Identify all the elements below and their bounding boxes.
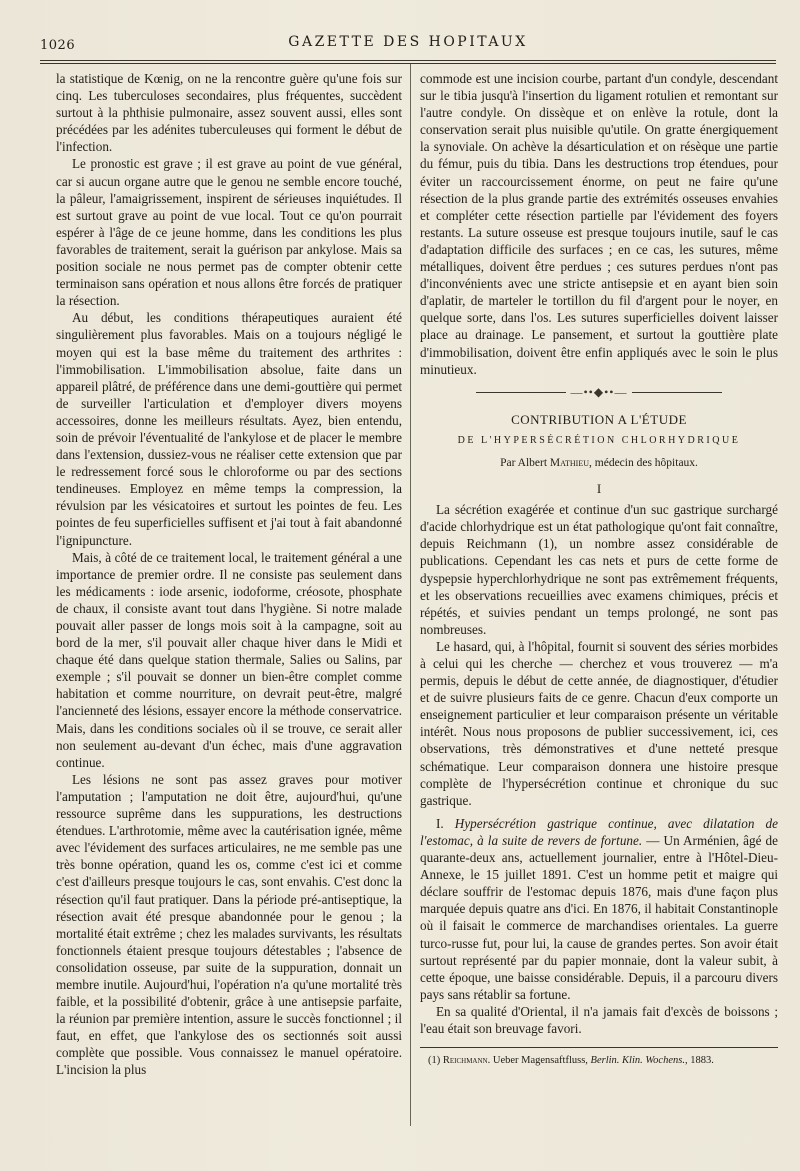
case-label: I. (436, 815, 455, 831)
footnote-source: Berlin. Klin. Wochens. (590, 1055, 685, 1067)
header-rule (40, 60, 776, 64)
paragraph: En sa qualité d'Oriental, il n'a jamais fait d'excès de boissons ; l'eau était son breuvage favori. (420, 1003, 778, 1036)
paragraph: Mais, à côté de ce traitement local, le traitement général a une importance de premier ordre. Il ne consiste pas seulement dans les médicaments : iode arsenic, iodoforme, créosote, phosphate de chaux, il consiste avant tout dans l'hygiène. Si notre malade pouvait aller passer de longs mois soit à la campagne, soit au bord de la mer, s'il pouvait aller chaque hiver dans le Midi et chaque été dans quelque station thermale, Salies ou Salins, par exemple ; s'il pouvait se donner un bien-être complet comme habitation et comme nourriture, on devrait peut-être, malgré l'ancienneté des lésions, essayer encore la méthode conservatrice. Mais, dans les conditions sociales où il se trouve, ce serait aller non seulement au-devant d'un échec, mais d'une aggravation continue. (56, 549, 402, 770)
separator-line (476, 392, 566, 393)
journal-title: GAZETTE DES HOPITAUX (288, 34, 528, 50)
separator-ornament: —••◆••— (570, 384, 628, 399)
section-number: I (596, 481, 602, 497)
footnote-year: , 1883. (684, 1055, 714, 1067)
footnote-number: (1) (428, 1055, 443, 1067)
right-column (420, 70, 778, 1068)
article-subtitle: DE L'HYPERSÉCRÉTION CHLORHYDRIQUE (457, 434, 741, 446)
paragraph: Le hasard, qui, à l'hôpital, fournit si souvent des séries morbides à celui qui les cherche — cherchez et vous trouverez — m'a permis, depuis le début de cette année, de diagnostiquer, d'étudier et de suivre plusieurs faits de ce genre. Chacun d'eux comporte un enseignement particulier et leur comparaison présente un véritable intérêt. Nous nous proposons de publier successivement, ici, ces observations, très démonstratives et d'une netteté presque schématique. Leur comparaison donnera une histoire presque complète de l'hypersécrétion continue et chronique du suc gastrique. (420, 638, 778, 808)
separator-line (632, 392, 722, 393)
paragraph: la statistique de Kœnig, on ne la rencontre guère qu'une fois sur cinq. Les tuberculoses secondaires, plus fréquentes, succèdent surtout à la phthisie pulmonaire, assez souvent aussi, elles sont précédées par les adénites tuberculeuses qui forment le début de l'infection. (56, 71, 402, 155)
page-header (40, 34, 776, 56)
case-title: Hypersécrétion gastrique continue, avec dilatation de l'estomac, à la suite de revers de fortune. (420, 815, 778, 848)
page-number: 1026 (40, 38, 76, 53)
left-column (56, 70, 402, 1079)
footnote-rule (420, 1047, 778, 1048)
paragraph: La sécrétion exagérée et continue d'un suc gastrique surchargé d'acide chlorhydrique est un état pathologique qu'ont fait connaître, depuis Reichmann (1), un nombre assez considérable de publications. Cependant les cas nets et purs de cette forme de dyspepsie hyperchlorhydrique ne sont pas extrêmement fréquents, et les observations recueillies avec examens chimiques, précis et répétés, et suivies pendant un temps prolongé, ne sont pas nombreuses. (420, 502, 778, 637)
article-title: CONTRIBUTION A L'ÉTUDE (511, 411, 687, 427)
footnote-text: . Ueber Magensaftfluss, (487, 1055, 591, 1067)
paragraph: commode est une incision courbe, partant d'un condyle, descendant sur le tibia jusqu'à l'insertion du ligament rotulien et remontant sur l'autre condyle. On dissèque et on enlève la rotule, dont la conservation serait plus nuisible qu'utile. On gratte énergiquement la synoviale. On achève la désarticulation et on résèque une partie du fémur, puis du tibia. Dans les destructions trop étendues, pour éviter un raccourcissement énorme, on peut ne faire qu'une résection de la plus grande partie des extrémités osseuses envahies et compléter cette résection partielle par l'évidement des foyers restants. La suture osseuse est presque toujours inutile, sauf le cas d'adaptation difficile des surfaces ; en ce cas, les sutures, même métalliques, doivent être perdues ; ces sutures perdues n'ont pas d'inconvénients avec une stricte antisepsie et en ayant bien soin d'aplatir, de marteler le tortillon du fil d'argent pour le noyer, en quelque sorte, dans l'os. Les sutures superficielles doivent laisser place au drainage. Le pansement, et surtout la gouttière plate d'immobilisation, doivent être enfin appliqués avec le soin le plus minutieux. (420, 71, 778, 377)
column-divider (410, 64, 411, 1126)
article-byline (420, 455, 778, 472)
byline-prefix: Par Albert (500, 456, 550, 469)
byline-author: Mathieu (549, 456, 590, 469)
footnote-author: Reichmann (442, 1055, 488, 1067)
byline-suffix: , médecin des hôpitaux. (589, 456, 698, 469)
paragraph: Le pronostic est grave ; il est grave au point de vue général, car si aucun organe autre que le genou ne semble encore touché, la pâleur, l'amaigrissement, inspirent de sérieuses inquiétudes. Il est surtout grave au point de vue local. Tout ce qu'on pourrait espérer à l'âge de ce jeune homme, dans les conditions les plus favorables de traitement, serait la guérison par ankylose. Mais sa position sociale ne nous permet pas de compter obtenir cette terminaison sans opération et nous allons être forcés de pratiquer la résection. (56, 156, 402, 309)
paragraph: Au début, les conditions thérapeutiques auraient été singulièrement plus favorables. Mais on a toujours négligé le moyen qui est la base même du traitement des arthrites : l'immobilisation. L'immobilisation absolue, faite dans un appareil plâtré, de préférence dans une demi-gouttière qui permet de surveiller l'articulation et d'employer divers moyens accessoires, donne les meilleurs résultats. Ayez, bien entendu, soin de prévoir l'éventualité de l'ankylose et de placer le membre dans l'extension, dussiez-vous ne réaliser cette extension que par le redressement forcé sous le chloroforme ou par des sections tendineuses. Employez en même temps la compression, la révulsion par les vésicatoires et surtout les pointes de feu. Les pointes de feu superficielles suffisent et j'ai tout à fait abandonné l'ignipuncture. (56, 310, 402, 548)
case-paragraph (420, 815, 778, 1003)
case-body: — Un Arménien, âgé de quarante-deux ans, actuellement journalier, entre à l'Hôtel-Dieu-Annexe, le 15 juillet 1891. C'est un homme petit et maigre qui déclare souffrir de l'estomac depuis 1876, mais d'une façon plus marquée depuis quatre ans d'ici. En 1876, il habitait Constantinople où il faisait le commerce de marchandises orientales. La guerre turco-russe fut, pour lui, la cause de grandes pertes. Son avoir était surtout représenté par du papier monnaie, dont la valeur subit, à cette époque, une baisse considérable. Depuis, il a parcouru divers pays sans rétablir sa fortune. (420, 832, 778, 1002)
footnote (420, 1054, 778, 1068)
section-separator (420, 384, 778, 401)
paragraph: Les lésions ne sont pas assez graves pour motiver l'amputation ; l'amputation ne doit être, aujourd'hui, qu'une ressource suprême dans les suppurations, les destructions étendues. L'arthrotomie, même avec la cautérisation ignée, même avec l'évidement des surfaces articulaires, ne me semble pas une très bonne opération, quand les os, comme c'est ici et comme c'est d'ailleurs presque toujours le cas, sont envahis. C'est donc la résection qu'il faut pratiquer. Dans la période pré-antiseptique, la résection avait été presque abandonnée pour le genou ; la mortalité était extrême ; chez les malades survivants, les résultats fonctionnels étaient presque toujours détestables ; l'absence de consolidation osseuse, par suite de la suppuration, donnait un membre inutile. Aujourd'hui, l'opération n'a qu'une mortalité très faible, et la possibilité d'obtenir, grâce à une antisepsie parfaite, la réunion par première intention, assure le succès fonctionnel ; il faut, en effet, que l'ankylose des os sectionnés soit aussi complète que possible. Vous connaissez le manuel opératoire. L'incision la plus (56, 771, 402, 1078)
